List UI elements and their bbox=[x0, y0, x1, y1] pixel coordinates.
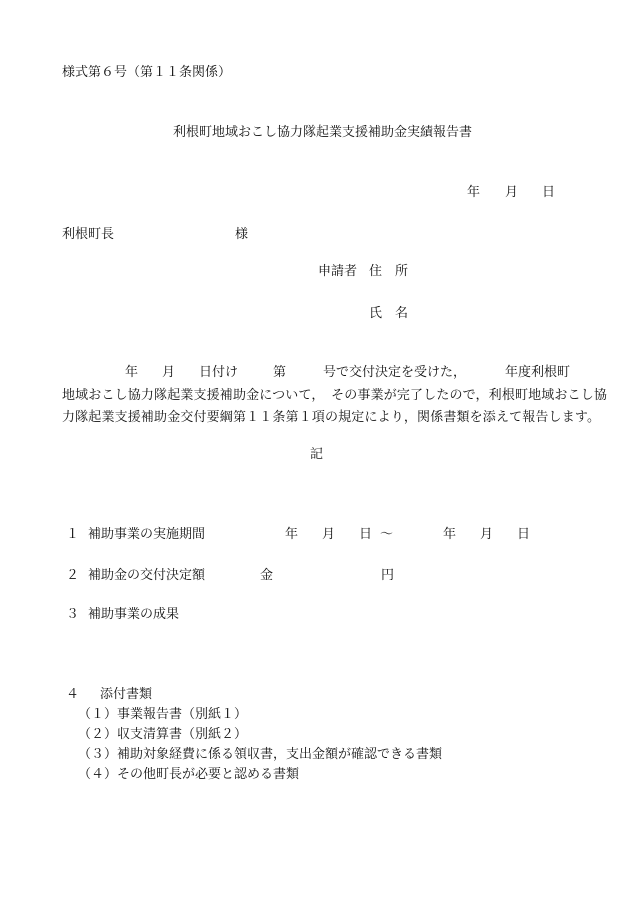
body-month: 月 bbox=[162, 365, 176, 380]
period-start-month: 月 bbox=[322, 527, 336, 542]
date-month: 月 bbox=[505, 185, 519, 200]
addressee-honorific: 様 bbox=[235, 227, 249, 242]
body-line-3: 力隊起業支援補助金交付要綱第１１条第１項の規定により，関係書類を添えて報告します。 bbox=[62, 410, 601, 425]
item-4-label: 添付書類 bbox=[100, 687, 153, 702]
item-4-number: ４ bbox=[66, 687, 80, 702]
list-item: （１）事業報告書（別紙１） bbox=[78, 707, 248, 722]
period-end-month: 月 bbox=[480, 527, 494, 542]
body-dai: 第 bbox=[273, 365, 287, 380]
item-3-label: 補助事業の成果 bbox=[88, 607, 180, 622]
body-year: 年 bbox=[125, 365, 139, 380]
applicant-label: 申請者 bbox=[318, 264, 358, 279]
list-item: （４）その他町長が必要と認める書類 bbox=[78, 767, 300, 782]
body-go: 号で交付決定を受けた， bbox=[323, 365, 467, 380]
ki-marker: 記 bbox=[310, 447, 324, 462]
list-item: （３）補助対象経費に係る領収書，支出金額が確認できる書類 bbox=[78, 747, 443, 762]
list-item: （２）収支清算書（別紙２） bbox=[78, 727, 248, 742]
item-2-label: 補助金の交付決定額 bbox=[88, 568, 206, 583]
form-number: 様式第６号（第１１条関係） bbox=[62, 65, 232, 80]
item-2-number: ２ bbox=[66, 568, 80, 583]
body-day-dated: 日付け bbox=[199, 365, 239, 380]
item-3-number: ３ bbox=[66, 607, 80, 622]
item-1-label: 補助事業の実施期間 bbox=[88, 527, 206, 542]
amount-kin: 金 bbox=[260, 568, 274, 583]
date-day: 日 bbox=[542, 185, 556, 200]
amount-en: 円 bbox=[381, 568, 395, 583]
period-start-day: 日 bbox=[359, 527, 373, 542]
item-1-number: １ bbox=[66, 527, 80, 542]
body-fiscal-year: 年度利根町 bbox=[505, 365, 571, 380]
document-title: 利根町地域おこし協力隊起業支援補助金実績報告書 bbox=[173, 125, 473, 140]
period-end-day: 日 bbox=[517, 527, 531, 542]
period-start-year: 年 bbox=[285, 527, 299, 542]
body-line-2: 地域おこし協力隊起業支援補助金について， その事業が完了したので，利根町地域おこし協 bbox=[62, 388, 608, 403]
period-tilde: ～ bbox=[380, 527, 394, 542]
applicant-name-label: 氏 名 bbox=[369, 306, 409, 321]
period-end-year: 年 bbox=[443, 527, 457, 542]
addressee-name: 利根町長 bbox=[62, 227, 115, 242]
date-year: 年 bbox=[467, 185, 481, 200]
applicant-address-label: 住 所 bbox=[369, 264, 409, 279]
